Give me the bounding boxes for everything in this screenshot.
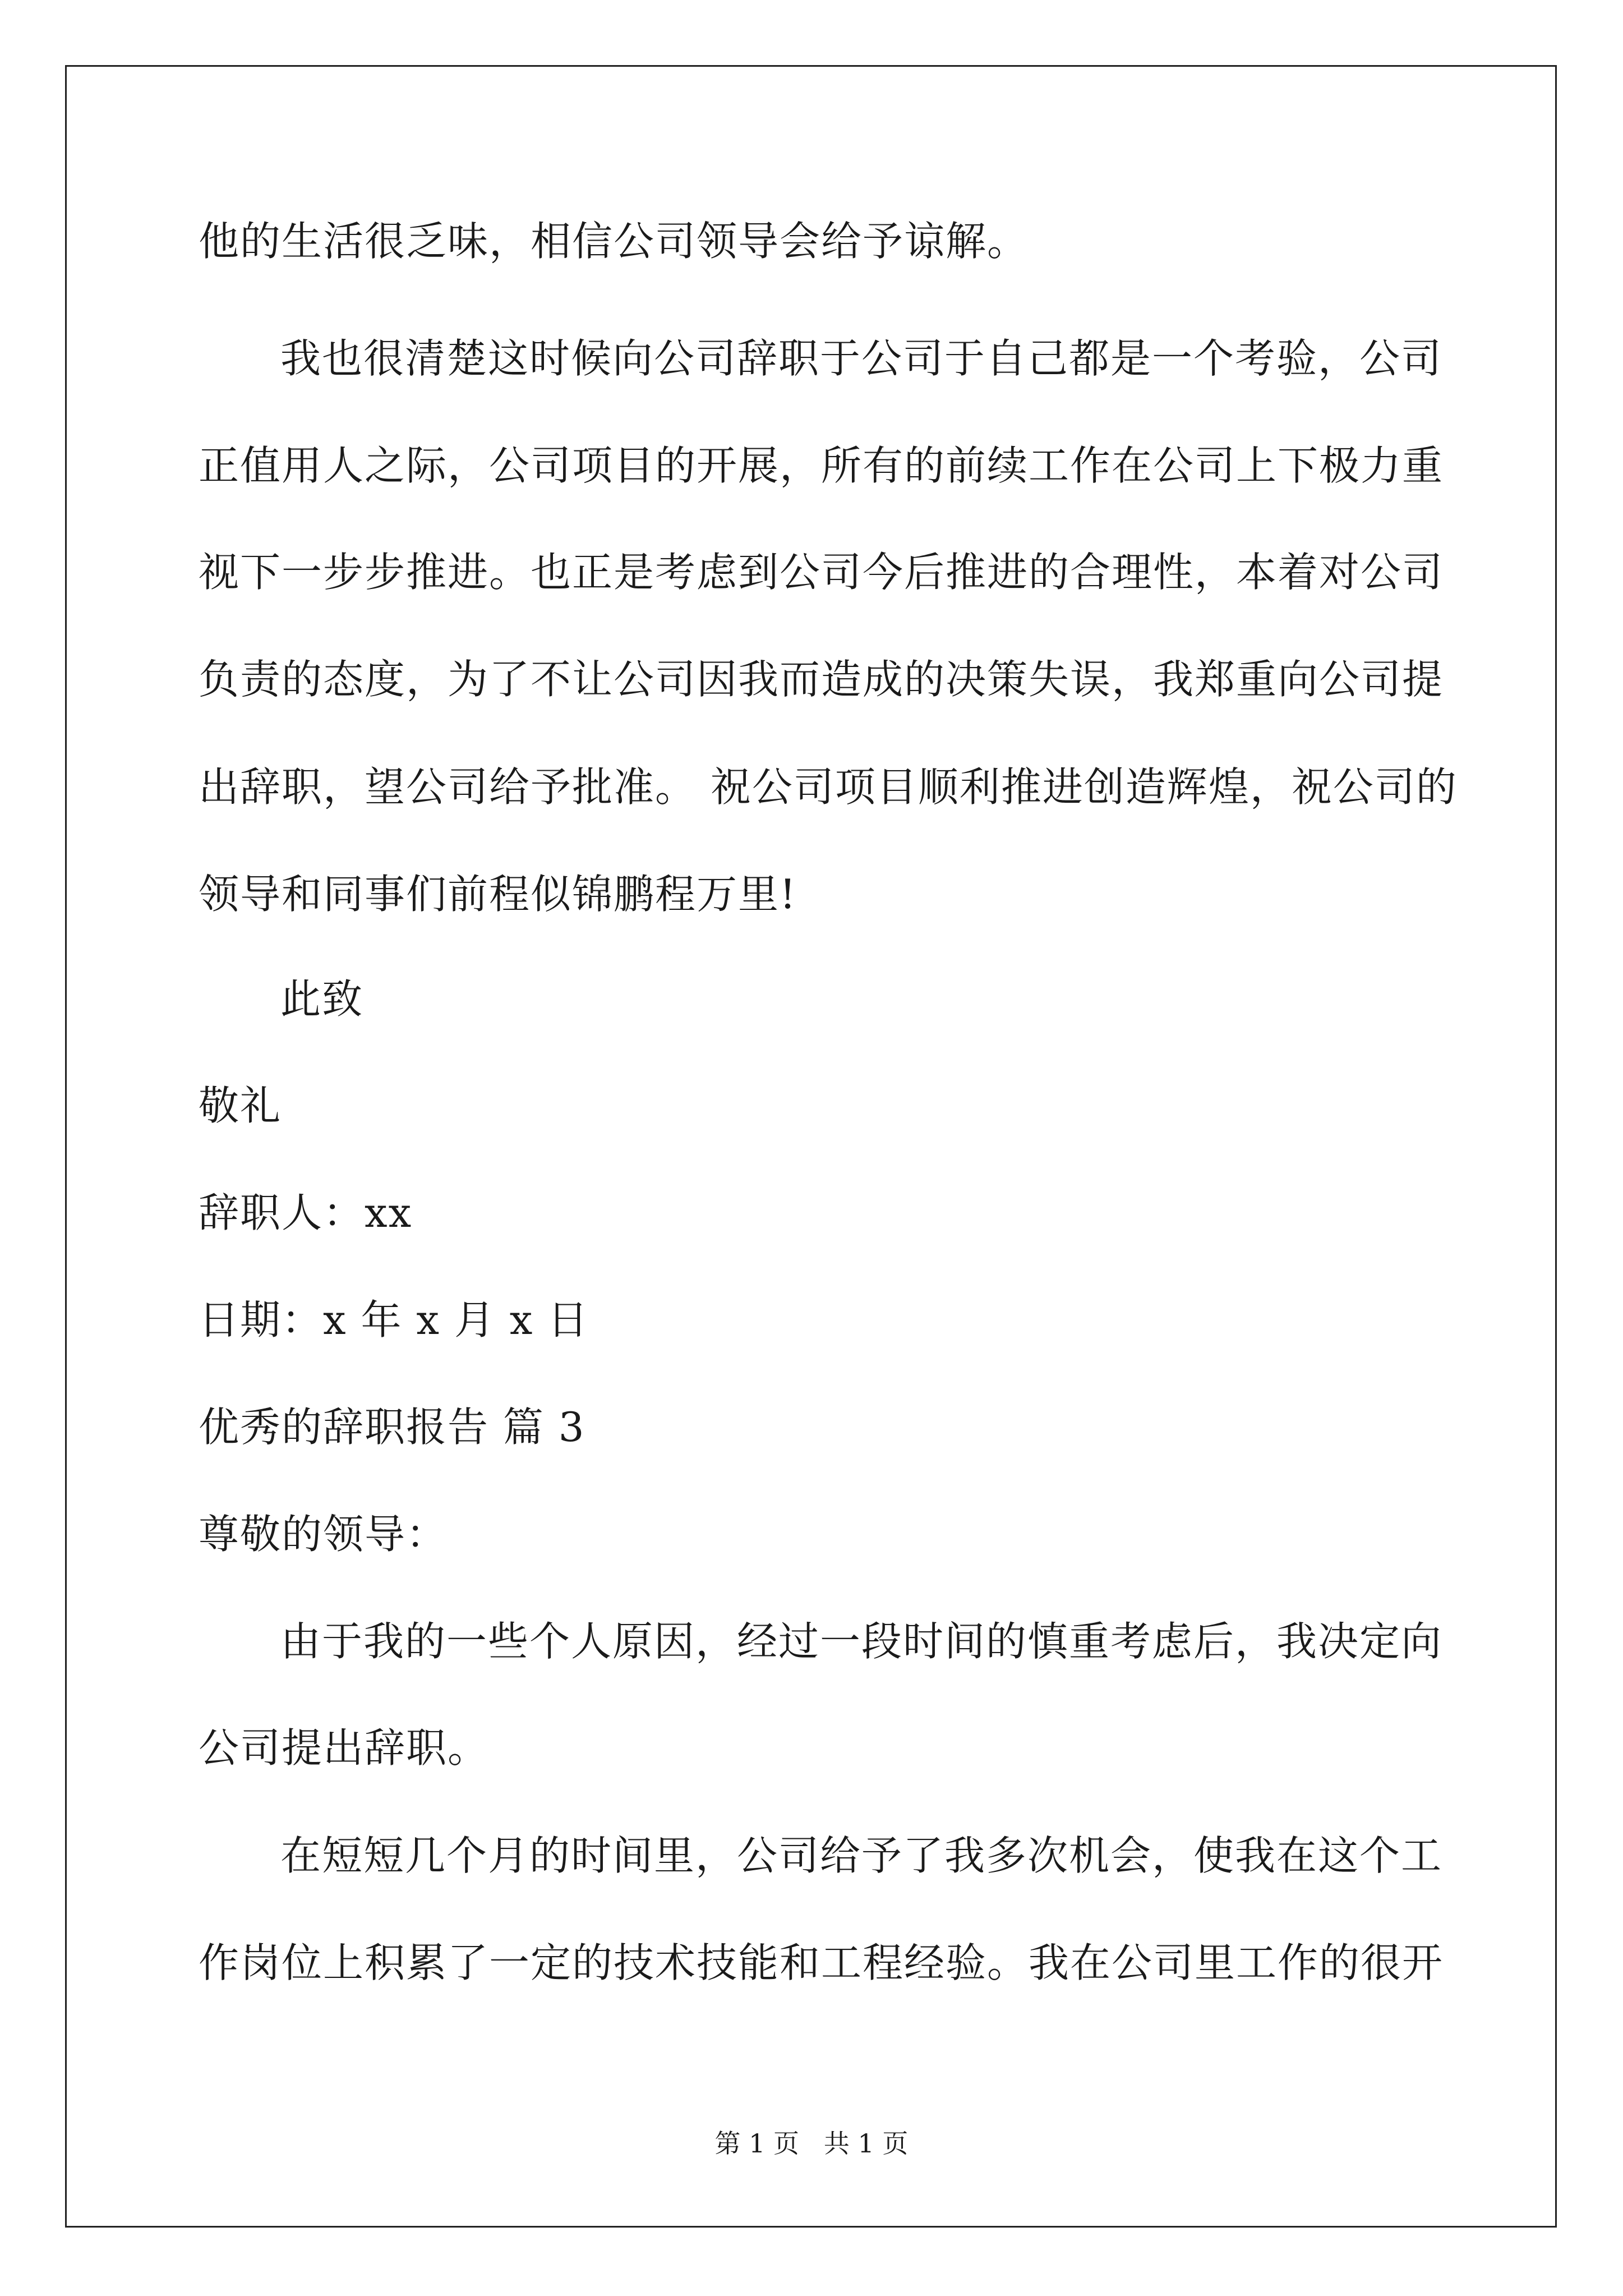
paragraph-line: 负责的态度，为了不让公司因我而造成的决策失误，我郑重向公司提 <box>199 656 1444 703</box>
signature-line: 辞职人：xx <box>199 1189 413 1236</box>
greeting-line: 尊敬的领导： <box>199 1511 448 1558</box>
paragraph-line: 在短短几个月的时间里，公司给予了我多次机会，使我在这个工 <box>280 1832 1443 1879</box>
date-line: 日期：x 年 x 月 x 日 <box>199 1296 589 1343</box>
paragraph-line: 我也很清楚这时候向公司辞职于公司于自己都是一个考验，公司 <box>280 335 1443 382</box>
paragraph-line: 出辞职，望公司给予批准。 祝公司项目顺利推进创造辉煌，祝公司的 <box>199 763 1458 811</box>
closing-regards: 敬礼 <box>199 1082 282 1129</box>
paragraph-line: 视下一步步推进。也正是考虑到公司今后推进的合理性，本着对公司 <box>199 549 1444 596</box>
page-number-footer: 第 1 页 共 1 页 <box>714 2128 909 2159</box>
paragraph-line: 领导和同事们前程似锦鹏程万里! <box>199 871 797 918</box>
section-heading: 优秀的辞职报告 篇 3 <box>199 1404 585 1451</box>
paragraph-line: 作岗位上积累了一定的技术技能和工程经验。我在公司里工作的很开 <box>199 1939 1444 1986</box>
paragraph-line: 公司提出辞职。 <box>199 1724 490 1772</box>
page-border <box>65 65 1557 2228</box>
paragraph-line: 正值用人之际，公司项目的开展，所有的前续工作在公司上下极力重 <box>199 442 1444 489</box>
closing-salutation: 此致 <box>280 976 364 1023</box>
paragraph-line: 他的生活很乏味，相信公司领导会给予谅解。 <box>199 218 1029 265</box>
paragraph-line: 由于我的一些个人原因，经过一段时间的慎重考虑后，我决定向 <box>280 1618 1443 1665</box>
